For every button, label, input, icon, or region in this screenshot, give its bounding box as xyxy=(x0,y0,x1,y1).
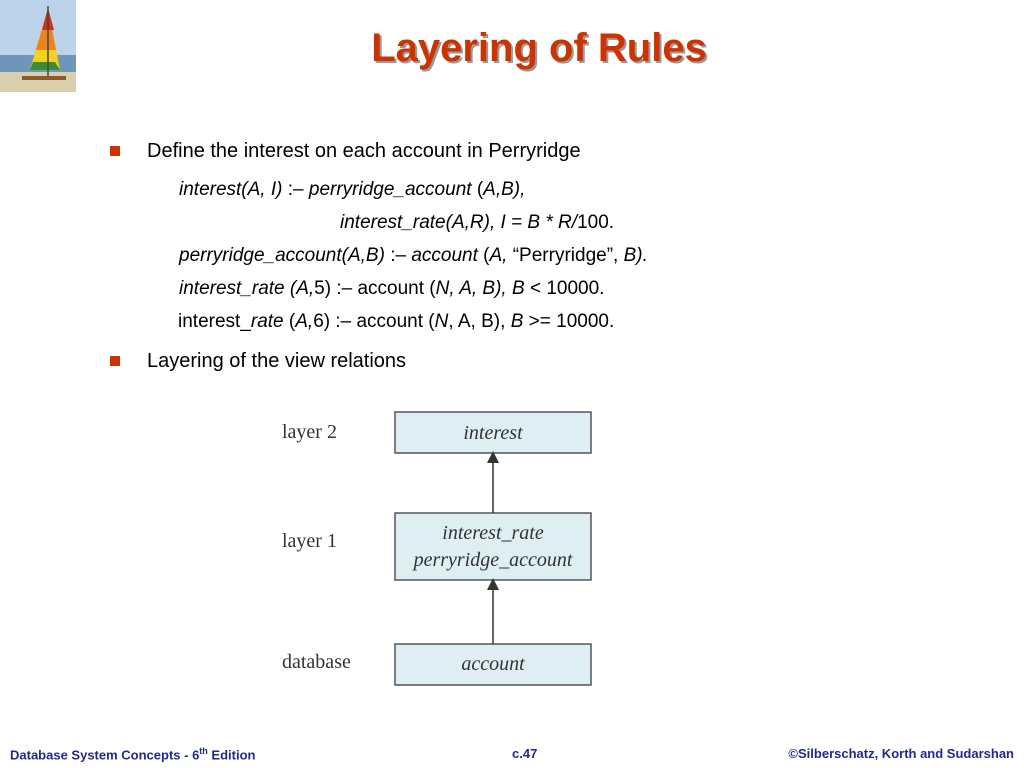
layering-diagram xyxy=(270,400,610,700)
rule-args: A, xyxy=(489,245,508,266)
rule-head: interest(A, I) xyxy=(179,179,283,200)
rule-line xyxy=(340,211,614,235)
rule-args: A,B), xyxy=(483,179,526,200)
rule-args: A, xyxy=(295,311,314,332)
rule-pred: perryridge_account xyxy=(308,179,472,200)
bullet-marker xyxy=(110,356,120,366)
rule-args: N, A, B), B xyxy=(435,278,525,299)
rule-head: perryridge_account(A,B) xyxy=(179,245,385,266)
rule-line xyxy=(179,244,648,268)
rule-const: < 10000. xyxy=(524,278,605,299)
footer-edition: Edition xyxy=(207,747,256,763)
rule-args: B). xyxy=(623,245,648,266)
rule-paren: ( xyxy=(477,245,490,266)
rule-head: rate xyxy=(250,311,284,332)
rule-arrow: :– xyxy=(384,245,412,266)
bullet-text: Layering of the view relations xyxy=(147,350,407,372)
bullet-marker xyxy=(110,146,120,156)
footer-page: c.47 xyxy=(512,746,538,761)
rule-head: interest_ xyxy=(178,311,251,332)
rule-line xyxy=(179,178,525,202)
rule-args: N xyxy=(434,311,449,332)
footer-copyright: ©Silberschatz, Korth and Sudarshan xyxy=(788,746,1014,761)
layer-label-database: database xyxy=(282,651,351,673)
bullet-text: Define the interest on each account in Perryridge xyxy=(147,140,581,162)
rule-const: >= 10000. xyxy=(523,311,615,332)
rule-pred: account xyxy=(411,245,478,266)
rule-body: 6) :– account ( xyxy=(313,311,435,332)
slide-title: Layering of Rules xyxy=(371,26,707,70)
rule-pred: interest_rate(A,R), I = B * R/ xyxy=(340,212,578,233)
footer-sup: th xyxy=(199,746,208,756)
box-text-interest: interest xyxy=(463,422,523,444)
rule-line xyxy=(179,277,604,301)
rule-args: B xyxy=(510,311,524,332)
box-text-interest-rate: interest_rate xyxy=(442,522,544,544)
rule-body: 5) :– account ( xyxy=(314,278,436,299)
rule-args: , A, B), xyxy=(448,311,511,332)
rule-const: “Perryridge”, xyxy=(507,245,624,266)
rule-head: interest_rate (A, xyxy=(179,278,315,299)
rule-const: 100. xyxy=(577,212,615,233)
rule-arrow: :– xyxy=(282,179,309,200)
rule-line xyxy=(178,310,614,334)
layer-label-2: layer 2 xyxy=(282,421,337,443)
rule-paren: ( xyxy=(283,311,296,332)
box-text-account: account xyxy=(461,653,525,675)
footer-book: Database System Concepts - 6 xyxy=(10,747,200,763)
footer-left xyxy=(10,746,255,762)
box-text-perryridge-account: perryridge_account xyxy=(413,549,573,571)
layer-label-1: layer 1 xyxy=(282,530,337,552)
rule-paren: ( xyxy=(471,179,484,200)
